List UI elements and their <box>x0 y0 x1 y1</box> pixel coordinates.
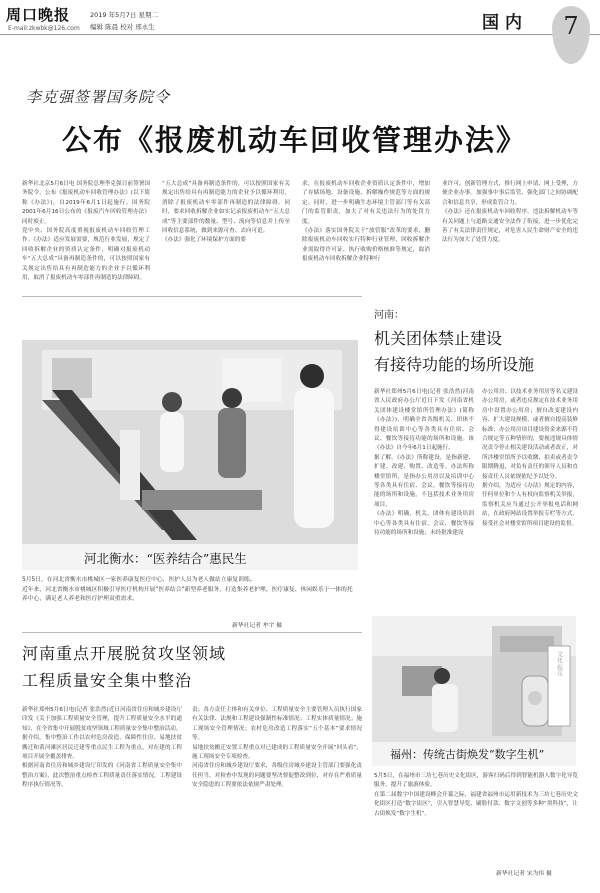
poverty-column-2: 责；各方责任主体和有关单位、工程质量安全主要管理人员执行国家有关法律、法规和工程建设强制性标准情况；工程实体质量情况；施工现场安全管理情况；农村危房改造工程落实“五个基本”要求情况等。 易地扶贫搬迁安置工程重点对已建成的工程质量安全开展“回头看”，施工现场安全专项检查。 河南省住房和城乡建设厅要求，各级住房城乡建设主管部门要强化责任担当，对检查中发现的问题要坚决督促整改到位，对存在严重质量安全隐患的工程要依法依规严肃处理。 <box>192 707 362 789</box>
fuzhou-photo-credit: 新华社记者 宋为伟 摄 <box>496 871 552 877</box>
page-number: 7 <box>563 12 579 40</box>
poverty-headline-line-1: 河南重点开展脱贫攻坚领域 <box>22 644 227 663</box>
fuzhou-photo-illustration <box>372 616 576 742</box>
lead-column-4: 业许可，创新管理方式，推行网上申请、网上受理，方便企业办事。加强事中事后监管，强化部门之间协调配合和信息共享，形成监管合力。 《办法》还在报废机动车回收程序、违法拆解机动车等有关问题上与道路交通安全法作了衔接，进一步优化完善了有关法律责任规定，对危害人民生命财产安全的违法行为加大了处罚力度。 <box>442 181 578 244</box>
fuzhou-caption-bar <box>372 742 576 766</box>
contact-email[interactable]: E-mail:zkwbk@126.com <box>8 25 80 32</box>
lead-kicker: 李克强签署国务院令 <box>26 88 171 106</box>
page-editor: 编辑 陈晨 校对 邢永生 <box>90 23 155 31</box>
photo-fuzhou-street <box>372 616 576 742</box>
lead-column-2: “五大总成”具备再制造条件的，可以按照国家有关规定出售给具有再制造能力的企业予以循环利用，消除了报废机动车零部件再制造的法律障碍。同时，要求回收拆解企业如实记录报废机动车“五大总成”等主要部件的数量、型号、流向等信息并上传至回收信息系统，做到来源可查、去向可追。 《办法》强化了环境保护方面的要 <box>162 181 290 244</box>
photo-hengshui-rehab <box>22 340 358 544</box>
poverty-headline-line-2: 工程质量安全集中整治 <box>22 671 193 690</box>
photo-caption: 河北衡水：“医养结合”惠民生 <box>84 551 247 566</box>
fuzhou-caption-text: 5月5日，在福州市三坊七巷历史文化街区，游客扫码后得到智能机器人数字化导览服务，提升了旅游体验。 在第二届数字中国建设峰会开幕之际，福建省福州市运用新技术为三坊七巷历史文化街区打造“数字街区”，引入智慧导览、刷脸付款、数字文创等多种“黑科技”，让古街焕发“数字生机”。 <box>374 773 578 817</box>
photo-caption-bar <box>22 544 358 570</box>
section-title: 国内 <box>482 13 528 33</box>
divider <box>22 296 362 297</box>
masthead-divider <box>0 34 600 35</box>
henan-column-2: 办公用房；以技术业务用房等名义建设办公用房，或者违反规定在技术业务用房中设置办公用房；擅自改变建设内容、扩大建设规模，或者擅自提高装修标准；办公用房项目建设资金来源不符合规定等五种情形的，要视违规具体情况责令停止相关建设活动或者改正，对所涉楼堂馆所予以收缴、拍卖或者责令限期腾退，对负有责任的领导人员和直接责任人员依规依纪予以处分。 据介绍，为适应《办法》规定的内容，任何单位和个人有权向监察机关举报，监察机关应当通过公开举报电话和网站，在政府网站设置举报专栏等方式，接受社会对楼堂馆所项目建设的监督。 <box>482 389 578 527</box>
divider <box>22 632 362 633</box>
photo-illustration <box>22 340 358 544</box>
poverty-story-headline[interactable] <box>22 640 362 694</box>
henan-headline-line-1: 机关团体禁止建设 <box>374 329 503 348</box>
banner-sign-text: 文化·娱乐 <box>555 651 563 677</box>
photo-credit: 新华社记者 牟宇 摄 <box>232 623 283 629</box>
page-number-tab <box>552 6 590 64</box>
issue-date: 2019 年5月7日 星期二 <box>90 11 158 19</box>
henan-column-1: 新华社郑州5月6日电(记者 张浩然)河南省人民政府办公厅近日下发《河南省机关团体建设楼堂馆所管理办法》(简称《办法》)，明确全省各级机关、团体不得建设培训中心等各类具有住宿、会议、餐饮等接待功能的场所和设施。该《办法》自今年6月1日起施行。 据了解，《办法》所称建设，是指新建、扩建、改建、购置、改造等。办法所称楼堂馆所，是指办公用房以及培训中心等各类具有住宿、会议、餐饮等接待功能的场所和设施，不包括技术业务用房项目。 《办法》明确，机关、团体有建设培训中心等各类具有住宿、会议、餐饮等接待功能的场所和设施；未经批准建设 <box>374 389 474 537</box>
photo-caption-text: 5月5日，在河北省衡水市桃城区一家医养康复医疗中心，医护人员为老人做站立康复训练。 近年来，河北省衡水市桃城区积极引导医疗机构开展“医养结合”新型养老服务，打造集养老护理、医疗康复、休闲娱乐于一体的托养中心，满足老人养老和医疗护理双重需求。 <box>22 577 353 603</box>
newspaper-logo: 周口晚报 <box>6 6 71 24</box>
henan-headline-line-2: 有接待功能的场所设施 <box>374 355 535 374</box>
lead-column-3: 求，在报废机动车回收企业资质认定条件中，增加了存储场地、设备设施、拆解操作规范等方面的规定。同时，进一步明确生态环境主管部门等有关部门的监管职责，加大了对有关违法行为的处罚力度。 《办法》落实国务院关于“放管服”改革的要求，删除报废机动车回收实行特种行业管理、回收拆解企业需取得许可证、执行收购价格核准等规定，取消报废机动车回收拆解企业特种行 <box>302 181 430 263</box>
lead-headline[interactable]: 公布《报废机动车回收管理办法》 <box>62 123 528 157</box>
henan-story-label: 河南： <box>374 310 404 321</box>
fuzhou-caption: 福州：传统古街焕发“数字生机” <box>390 748 545 761</box>
henan-story-headline[interactable] <box>374 326 574 378</box>
masthead <box>0 0 600 68</box>
poverty-column-1: 新华社郑州5月6日电(记者 张浩然)近日河南省住房和城乡建设厅印发《关于加强工程质量安全管理，提升工程质量安全水平的通知》，在全省集中开展脱贫攻坚领域工程质量安全集中整治活动。 据介绍，集中整治工作以农村危房改造、保障性住房、易地扶贫搬迁和黄河滩区居民迁建等重点民生工程为重点，对在建的工程项目开展全覆盖排查。 根据河南省住房和城乡建设厅印发的《河南省工程质量安全集中整治方案》，此次整治重点检查工程质量责任落实情况，工程建设程序执行情况等。 <box>22 707 182 789</box>
lead-column-1: 新华社北京5月6日电 国务院总理李克强日前签署国务院令，公布《报废机动车回收管理办法》(以下简称《办法》)，自2019年6月1日起施行。国务院2001年6月16日公布的《报废汽车回收管理办法》同时废止。 党中央、国务院高度重视报废机动车回收管理工作。《办法》适应发展需要，规范行业发展，规定了回收拆解企业的资质认定条件，明确对报废机动车“五大总成”具备再制造条件的，可以按照国家有关规定出售给具有再制造能力的企业予以循环利用，取消了报废机动车零部件再制造的法律障碍。 <box>22 181 150 282</box>
